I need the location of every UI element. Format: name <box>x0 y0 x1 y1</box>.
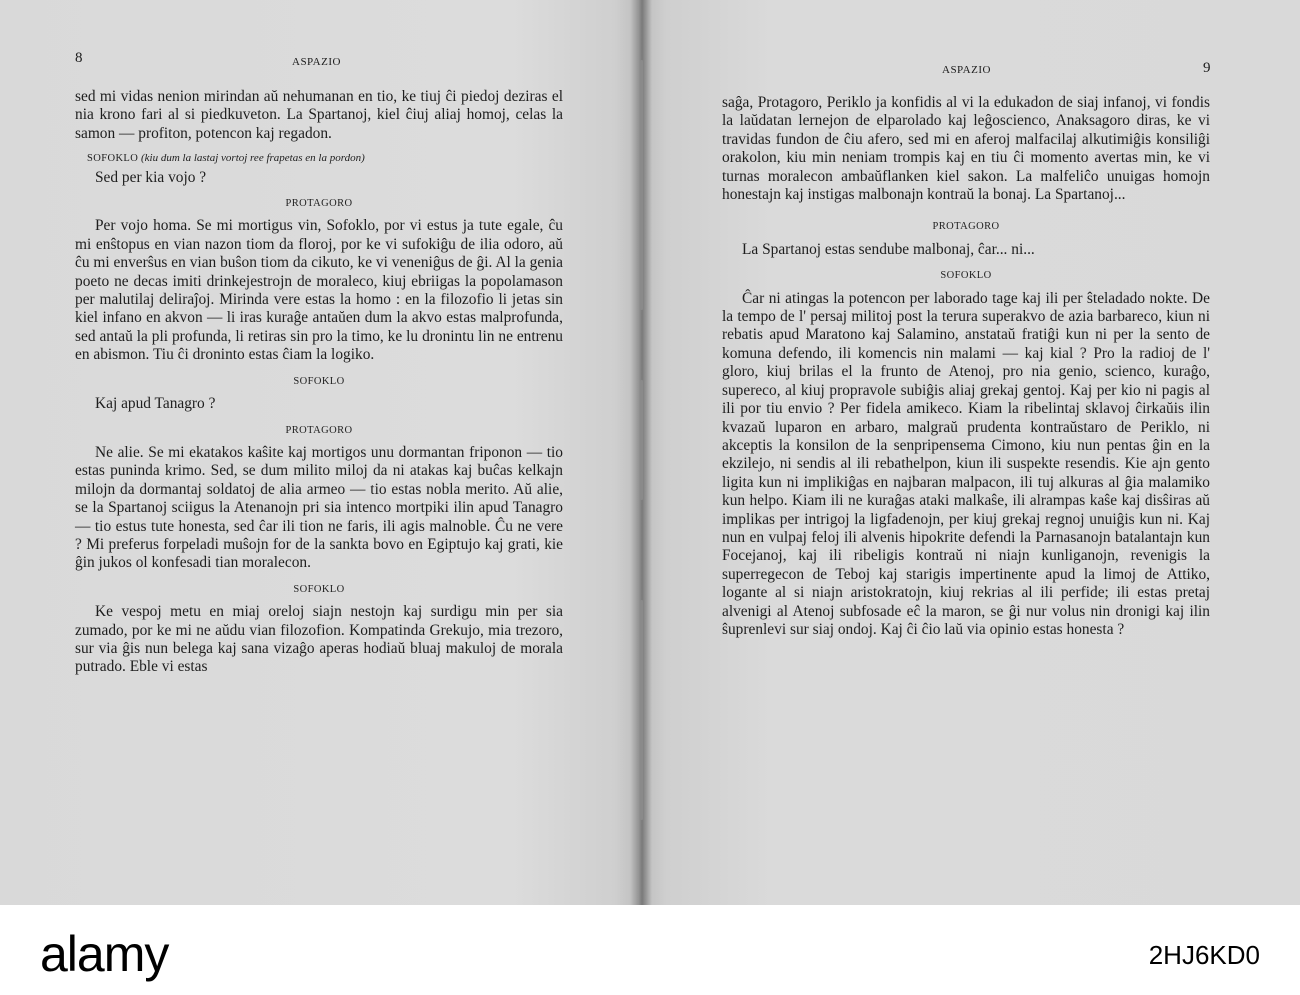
watermark-band <box>0 905 1300 995</box>
paragraph: Ĉar ni atingas la potencon per laborado tage kaj ili per ŝteladado nokte. De la tempo de l' persaj militoj post la terura superakvo de azia barbareco, kiun ni rebatis apud Maratono kaj Salamino, anstataŭ fratiĝi kun ni per la sento de komuna defendo, ili komencis nin malami — kaj kial ? Pro la radioj de l' gloro, kiuj brilas el la frunto de Atenoj, pro nia genio, scienco, kuraĝo, supereco, al kiuj propravole subiĝis aliaj grekaj gentoj. Kaj per kio ni pagis al ili por tiu envio ? Per fidela amikeco. Kiam la ribelintaj sklavoj ĉirkaŭis ilin kvazaŭ luparon en arbaro, malgraŭ prudenta kontraŭstaro de Periklo, ni akceptis la konsilon de la senpripensema Cimono, kiu nun pentas ĝin en la ekzilejo, ni sendis al ili rebathelpon, kiun ili suspekte resendis. Kie ajn gento ligita kun ni implikiĝas en najbaran malpacon, ili tuj alkuras al ĝia malamiko kun helpo. Kiam ili ne kuraĝas ataki malkaŝe, ili alrampas kaŝe kaj disŝiras aŭ implikas per intrigoj la ligfadenojn, per kiuj grekaj regnoj unuiĝis kun ni. Kaj nun en vulpaj feloj ili alvenis hipokrite defendi la Parnasanojn batalantajn kun Focejanoj, kaj ili ribeligis kontraŭ ni niajn kunliganojn, revenigis la superregecon de Teboj kaj starigis impertinente apud la limoj de Attiko, logante al si niajn aristokratojn, kiuj rekrias al ili perfide; ili estas pretaj alvenigi al Atenoj subfosade eĉ la maron, se ĝi nur volus nin dronigi kaj ilin ŝuprenlevi sur siaj ondoj. Kaj ĉi ĉio laŭ via opinio estas honesta ? <box>722 289 1210 638</box>
running-head-right: ASPAZIO <box>942 64 991 76</box>
paragraph: Ne alie. Se mi ekatakos kaŝite kaj mortigos unu dormantan friponon — tio estas puninda krimo. Sed, se dum milito miloj da ni atakas kaj buĉas kelkajn milojn da dormantaj soldatoj de alia armeo — tio estas nobla merito. Aŭ alie, se la Spartanoj sciigus la Atenanojn pri sia intenco mortpiki ilin apud Tanagro — tio estus tute honesta, sed ĉar ili tion ne faris, ili agis malnoble. Ĉu ne vere ? Mi preferus forpeladi muŝojn for de la sankta bovo en Egiptujo kaj grati, kie ĝin jukos ol konfesadi tian moralecon. <box>75 443 563 572</box>
speaker-name: SOFOKLO <box>293 583 345 595</box>
image-id: 2HJ6KD0 <box>1148 940 1260 970</box>
paragraph: Kaj apud Tanagro ? <box>95 395 216 413</box>
binding-stitch <box>640 600 643 820</box>
binding-stitch <box>640 380 643 500</box>
speaker-name: PROTAGORO <box>932 221 1000 233</box>
paragraph: sed mi vidas nenion mirindan aŭ nehumanan en tio, ke tiuj ĉi piedoj deziras el nia krono fari al si piedkuveton. La Spartanoj, kiel ĉiuj aliaj homoj, celas la samon — profiton, potencon kaj regadon. <box>75 88 563 142</box>
right-page <box>640 0 1300 905</box>
paragraph: La Spartanoj estas sendube malbonaj, ĉar... ni... <box>742 240 1035 258</box>
running-head-left: ASPAZIO <box>292 56 341 68</box>
binding-stitch <box>640 60 643 310</box>
stage-direction-text: (kiu dum la lastaj vortoj ree frapetas en la pordon) <box>140 152 365 165</box>
speaker-name: SOFOKLO <box>293 375 345 387</box>
page-number-left: 8 <box>75 50 83 66</box>
alamy-logo: alamy <box>40 926 169 982</box>
paragraph: Ke vespoj metu en miaj oreloj siajn nestojn kaj surdigu min per sia zumado, por ke mi ne aŭdu vian filozofion. Kompatinda Grekujo, mia trezoro, sur via ĝis nun belega kaj sana vizaĝo aperas hodiaŭ bluaj makuloj de morala putrado. Eble vi estas <box>75 603 563 676</box>
left-page-text <box>75 88 563 677</box>
speaker-name: SOFOKLO <box>940 270 992 282</box>
paragraph: saĝa, Protagoro, Periklo ja konfidis al vi la edukadon de siaj infanoj, vi fondis la laŭdatan lernejon de elparolado kaj leĝoscienco, Anaksagoro diras, ke vi travidas fundon de ĉiu afero, sed mi en aferoj malfacilaj alkutimiĝis konsiliĝi orakolon, kiu min neniam trompis kaj en tiu ĉi momento avertas min, ke vi turnas moralecon ambaŭflanken kiel sakon. La malfeliĉo unuigas homojn honestajn kaj instigas malbonajn kontraŭ la bonaj. La Spartanoj... <box>722 94 1210 204</box>
speaker-name: PROTAGORO <box>285 424 353 436</box>
speaker-name: PROTAGORO <box>285 198 353 210</box>
stage-direction <box>87 149 563 168</box>
right-page-text <box>722 94 1210 639</box>
left-page <box>0 0 640 905</box>
page-number-right: 9 <box>1203 60 1211 76</box>
paragraph: Per vojo homa. Se mi mortigus vin, Sofoklo, por vi estus ja tute egale, ĉu mi enŝtopus en vian nazon tiom da floroj, por ke vi sufokiĝu de ilia odoro, aŭ ĉu mi enverŝus en vian buŝon tiom da cikuto, ke vi veneniĝus de ĝi. Al la genia poeto ne decas imiti drinkejestrojn de moraleco, kiuj ebriigas la popolamason per malutilaj deliraĵoj. Mirinda vere estas la homo : en la filozofio li jetas sin kiel infano en akvon — li iras kuraĝe antaŭen dum la akvo estas malprofunda, sed antaŭ la pli profunda, li retiras sin pro la timo, ke lu dronintu lin ne entrenu en abismon. Tiu ĉi droninto estas ĉiam la logiko. <box>75 217 563 364</box>
speaker-name: SOFOKLO <box>87 153 139 165</box>
paragraph: Sed per kia vojo ? <box>95 168 207 186</box>
